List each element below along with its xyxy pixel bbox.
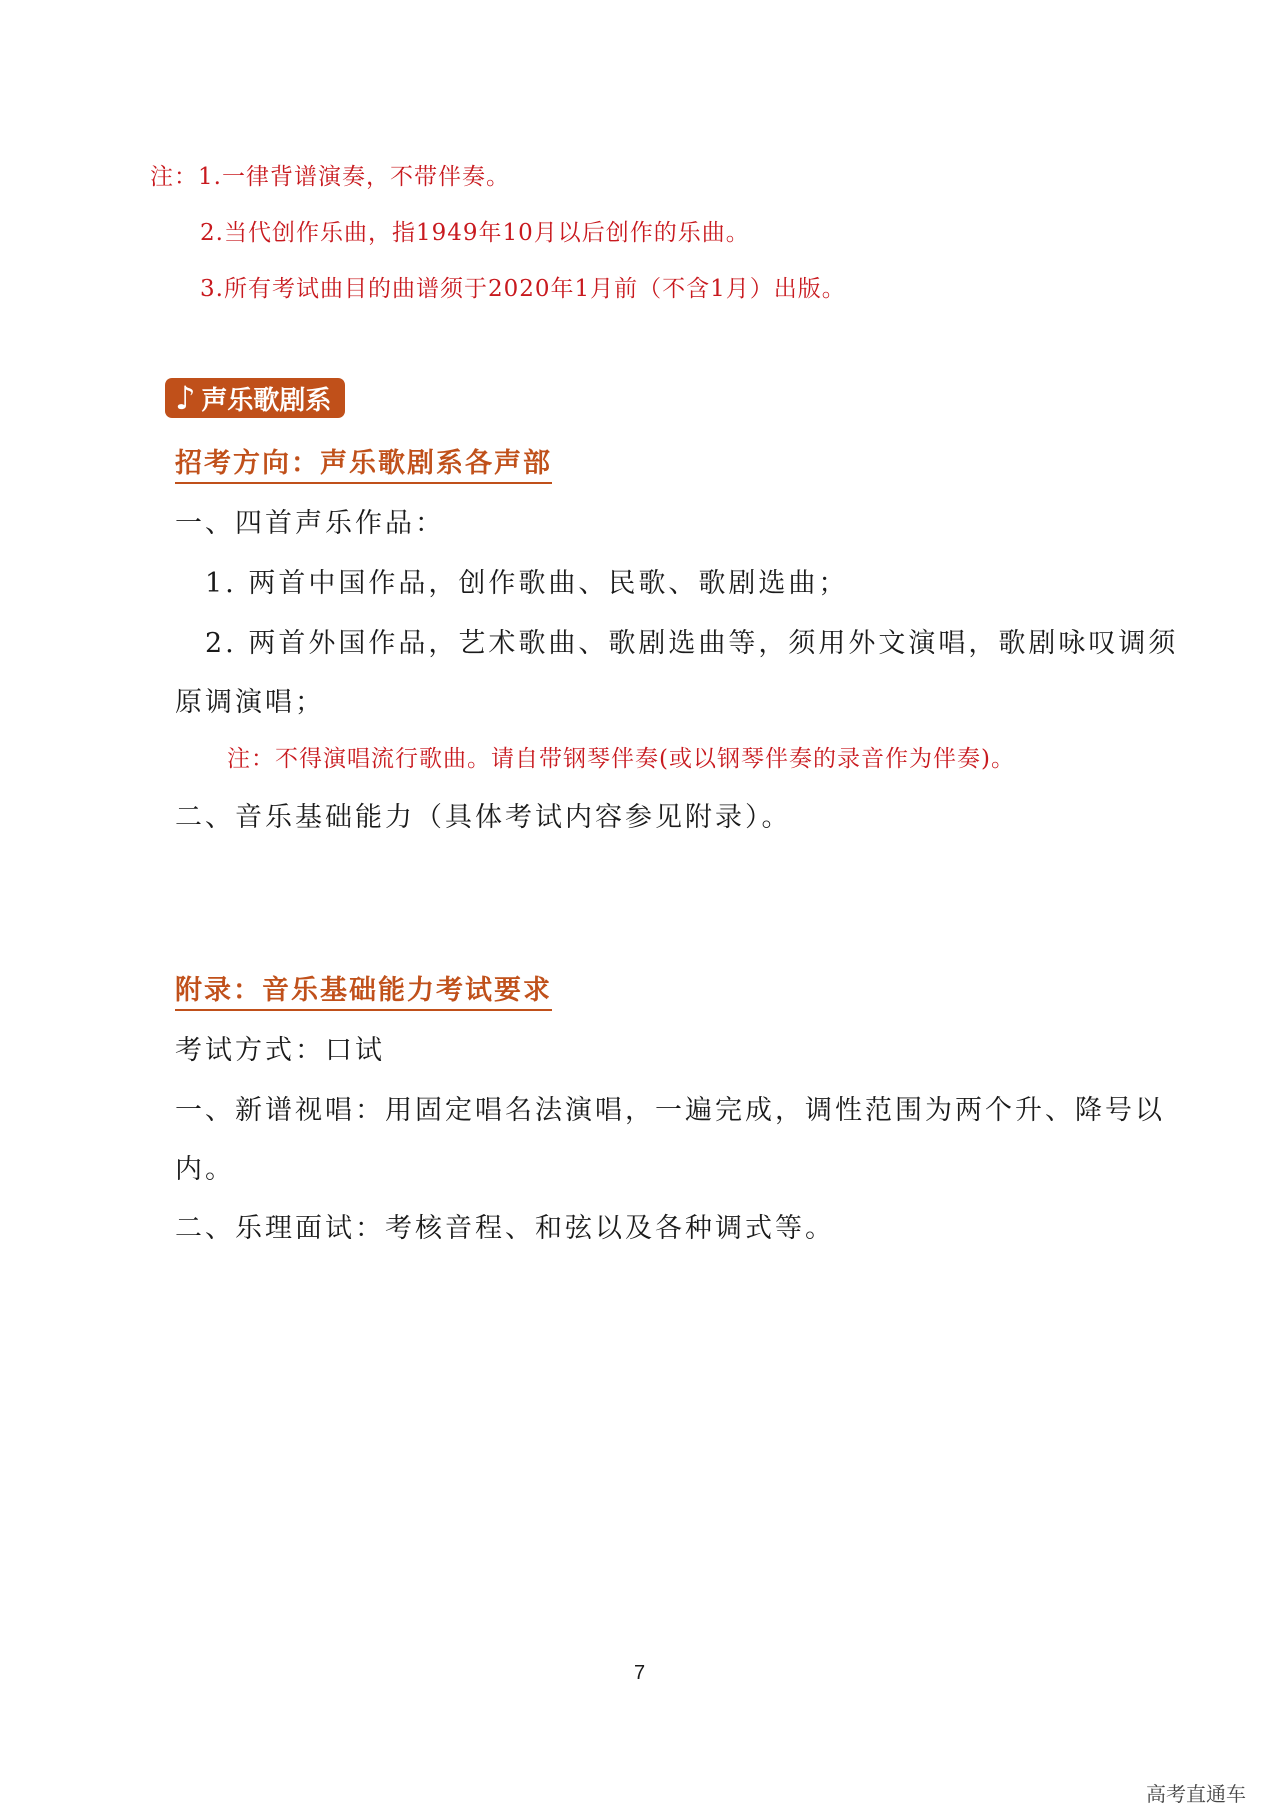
vocal-item-2: 二、音乐基础能力（具体考试内容参见附录）。: [175, 802, 792, 833]
note-line-2: 2.当代创作乐曲，指1949年10月以后创作的乐曲。: [200, 220, 750, 246]
appendix-item-1-line-2: 内。: [175, 1154, 235, 1185]
vocal-note: 注：不得演唱流行歌曲。请自带钢琴伴奏(或以钢琴伴奏的录音作为伴奏)。: [227, 746, 1015, 772]
vocal-sub-2-line-2: 原调演唱；: [175, 687, 325, 718]
appendix-item-1-line-1: 一、新谱视唱：用固定唱名法演唱，一遍完成，调性范围为两个升、降号以: [175, 1095, 1165, 1126]
vocal-sub-2-line-1: 2. 两首外国作品，艺术歌曲、歌剧选曲等，须用外文演唱，歌剧咏叹调须: [205, 628, 1179, 659]
note-line-3: 3.所有考试曲目的曲谱须于2020年1月前（不含1月）出版。: [200, 276, 846, 302]
page-number: 7: [634, 1662, 646, 1684]
section-badge-label: 声乐歌剧系: [201, 385, 332, 416]
vocal-item-1: 一、四首声乐作品：: [175, 508, 445, 539]
section-badge: [165, 378, 345, 418]
appendix-item-2: 二、乐理面试：考核音程、和弦以及各种调式等。: [175, 1213, 835, 1244]
vocal-heading: 招考方向：声乐歌剧系各声部: [175, 441, 552, 484]
vocal-sub-1: 1. 两首中国作品，创作歌曲、民歌、歌剧选曲；: [205, 568, 849, 599]
music-note-icon: ♪: [175, 379, 196, 417]
appendix-method: 考试方式：口试: [175, 1035, 385, 1066]
note-line-1: 注：1.一律背谱演奏，不带伴奏。: [150, 164, 510, 190]
watermark: 高考直通车: [1146, 1782, 1246, 1806]
appendix-heading: 附录：音乐基础能力考试要求: [175, 968, 552, 1011]
